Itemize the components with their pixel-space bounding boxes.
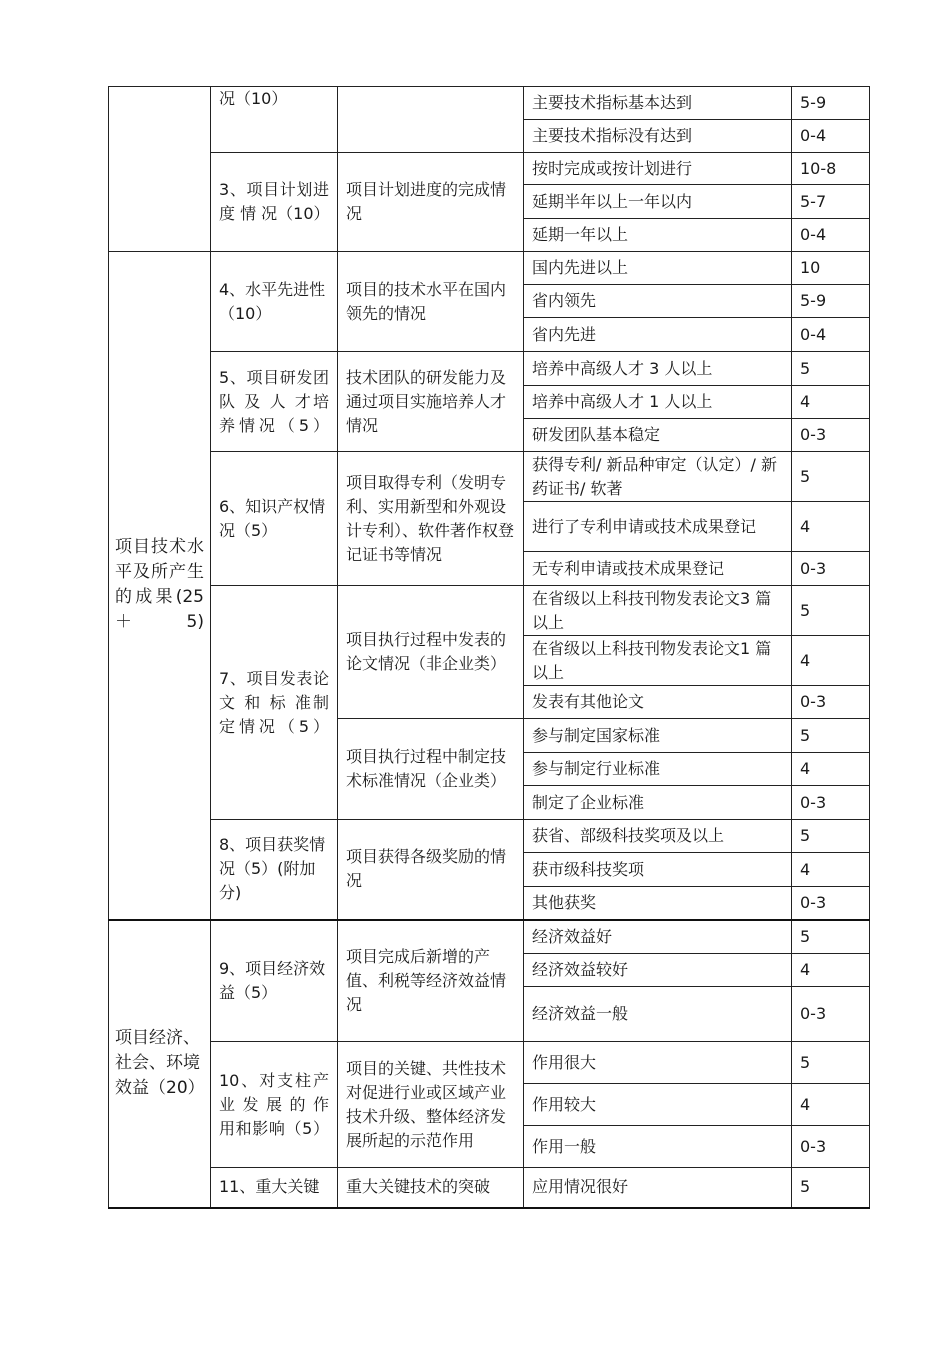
option-cell: 其他获奖 [524, 887, 792, 920]
option-cell: 作用很大 [524, 1042, 792, 1084]
table-row [109, 87, 870, 120]
score-cell: 5-7 [792, 185, 870, 219]
table-row [109, 252, 870, 285]
score-cell: 5 [792, 1042, 870, 1084]
option-cell: 延期一年以上 [524, 219, 792, 252]
option-cell: 延期半年以上一年以内 [524, 185, 792, 219]
score-cell: 5 [792, 1168, 870, 1208]
table-row [109, 1042, 870, 1084]
option-cell: 主要技术指标没有达到 [524, 120, 792, 153]
desc-cell: 项目取得专利（发明专利、实用新型和外观设计专利）、软件著作权登记证书等情况 [338, 452, 524, 586]
option-cell: 省内先进 [524, 318, 792, 352]
category-cell: 项目经济、社会、环境效益（20） [109, 920, 211, 1208]
score-cell: 4 [792, 1084, 870, 1126]
option-cell: 在省级以上科技刊物发表论文1 篇以上 [524, 636, 792, 686]
score-cell: 5 [792, 452, 870, 502]
score-cell: 5 [792, 352, 870, 386]
option-cell: 制定了企业标准 [524, 786, 792, 820]
score-cell: 0-4 [792, 318, 870, 352]
score-cell: 5 [792, 586, 870, 636]
option-cell: 经济效益较好 [524, 954, 792, 987]
option-cell: 应用情况很好 [524, 1168, 792, 1208]
desc-cell: 项目获得各级奖励的情况 [338, 820, 524, 920]
score-cell: 4 [792, 853, 870, 887]
score-cell: 5-9 [792, 285, 870, 318]
score-cell: 5-9 [792, 87, 870, 120]
option-cell: 国内先进以上 [524, 252, 792, 285]
score-cell: 0-3 [792, 1126, 870, 1168]
score-cell: 0-3 [792, 786, 870, 820]
score-cell: 4 [792, 636, 870, 686]
score-cell: 5 [792, 920, 870, 954]
option-cell: 在省级以上科技刊物发表论文3 篇以上 [524, 586, 792, 636]
option-cell: 参与制定国家标准 [524, 719, 792, 753]
option-cell: 作用一般 [524, 1126, 792, 1168]
option-cell: 主要技术指标基本达到 [524, 87, 792, 120]
evaluation-table [108, 86, 870, 1209]
desc-cell: 技术团队的研发能力及通过项目实施培养人才情况 [338, 352, 524, 452]
item-cell: 3、项目计划进 度 情 况（10） [211, 153, 338, 252]
score-cell: 0-3 [792, 419, 870, 452]
option-cell: 经济效益好 [524, 920, 792, 954]
desc-cell: 项目的关键、共性技术对促进行业或区域产业技术升级、整体经济发展所起的示范作用 [338, 1042, 524, 1168]
option-cell: 研发团队基本稳定 [524, 419, 792, 452]
table-row [109, 920, 870, 954]
option-cell: 参与制定行业标准 [524, 753, 792, 786]
item-cell: 8、项目获奖情况（5）(附加分) [211, 820, 338, 920]
desc-cell: 项目的技术水平在国内领先的情况 [338, 252, 524, 352]
table-row [109, 820, 870, 853]
item-cell: 4、水平先进性（10） [211, 252, 338, 352]
table-row [109, 452, 870, 502]
desc-cell: 项目计划进度的完成情况 [338, 153, 524, 252]
score-cell: 0-3 [792, 887, 870, 920]
score-cell: 10-8 [792, 153, 870, 185]
table-row [109, 352, 870, 386]
option-cell: 获市级科技奖项 [524, 853, 792, 887]
desc-cell: 重大关键技术的突破 [338, 1168, 524, 1208]
table-row [109, 586, 870, 636]
desc-cell: 项目执行过程中制定技术标准情况（企业类） [338, 719, 524, 820]
option-cell: 培养中高级人才 3 人以上 [524, 352, 792, 386]
item-cell: 11、重大关键 [211, 1168, 338, 1208]
desc-cell: 项目完成后新增的产值、利税等经济效益情况 [338, 920, 524, 1042]
desc-cell-empty [338, 87, 524, 153]
option-cell: 按时完成或按计划进行 [524, 153, 792, 185]
score-cell: 0-4 [792, 120, 870, 153]
option-cell: 发表有其他论文 [524, 686, 792, 719]
score-cell: 0-3 [792, 552, 870, 586]
score-cell: 4 [792, 502, 870, 552]
item-cell: 10、对支柱产业 发 展 的 作用和影响（5） [211, 1042, 338, 1168]
item-cell: 6、知识产权情况（5） [211, 452, 338, 586]
option-cell: 省内领先 [524, 285, 792, 318]
option-cell: 无专利申请或技术成果登记 [524, 552, 792, 586]
score-cell: 4 [792, 753, 870, 786]
option-cell: 进行了专利申请或技术成果登记 [524, 502, 792, 552]
score-cell: 4 [792, 954, 870, 987]
table-row [109, 153, 870, 185]
item-cell: 5、项目研发团 队 及 人 才培养情况（5） [211, 352, 338, 452]
category-cell-empty [109, 87, 211, 252]
option-cell: 获得专利/ 新品种审定（认定）/ 新药证书/ 软著 [524, 452, 792, 502]
score-cell: 0-3 [792, 686, 870, 719]
score-cell: 0-3 [792, 987, 870, 1042]
item-cell: 9、项目经济效益（5） [211, 920, 338, 1042]
desc-cell: 项目执行过程中发表的论文情况（非企业类） [338, 586, 524, 719]
item-cell: 况（10） [211, 87, 338, 153]
score-cell: 10 [792, 252, 870, 285]
score-cell: 0-4 [792, 219, 870, 252]
item-cell: 7、项目发表论 文 和 标 准制定情况（5） [211, 586, 338, 820]
category-cell: 项目技术水平及所产生的成果(25＋5) [109, 252, 211, 920]
table-row [109, 1168, 870, 1208]
option-cell: 获省、部级科技奖项及以上 [524, 820, 792, 853]
option-cell: 作用较大 [524, 1084, 792, 1126]
score-cell: 4 [792, 386, 870, 419]
option-cell: 经济效益一般 [524, 987, 792, 1042]
score-cell: 5 [792, 719, 870, 753]
score-cell: 5 [792, 820, 870, 853]
option-cell: 培养中高级人才 1 人以上 [524, 386, 792, 419]
